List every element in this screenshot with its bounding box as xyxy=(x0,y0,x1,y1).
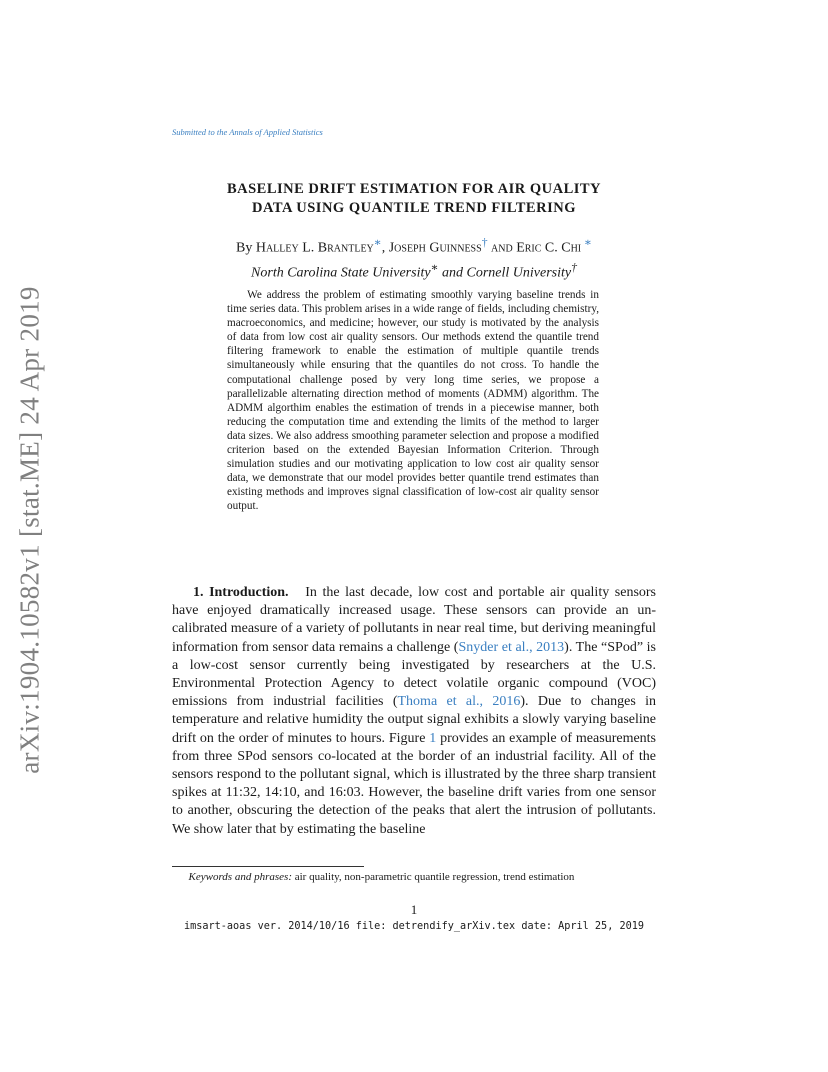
intro-text-1: In the last decade, low cost and portable air quality sensors have enjoyed dramatically increased usage. These sensors can provide an un-calibrated measure of a variety of pollutants in near real time, but deriving meaningful information from sensor data remains a challenge ( xyxy=(172,585,657,655)
footnote-keywords: air quality, non-parametric quantile regression, trend estimation xyxy=(291,871,575,883)
figure-reference[interactable]: 1 xyxy=(429,730,437,746)
paper-title xyxy=(172,180,656,218)
affiliation-cornell-mark: † xyxy=(571,261,577,274)
intro-text-3: ). Due to changes in temperature and relative humidity the output signal exhibits a slowly varying baseline drift on the order of minutes to hours. Figure xyxy=(172,694,657,746)
arxiv-stamp xyxy=(0,280,60,780)
footnote-label: Keywords and phrases: xyxy=(188,871,292,883)
affiliation-line xyxy=(172,260,656,282)
author-by: By xyxy=(236,240,253,256)
title-line-2: DATA USING QUANTILE TREND FILTERING xyxy=(252,200,576,216)
affiliation-ncsu: North Carolina State University xyxy=(251,265,431,281)
page-number: 1 xyxy=(410,902,418,917)
introduction-paragraph xyxy=(172,584,656,839)
author-guinness-mark[interactable]: † xyxy=(481,236,488,249)
author-chi: Eric C. Chi xyxy=(516,240,582,256)
author-guinness: Joseph Guinness xyxy=(388,240,482,256)
affiliation-cornell: Cornell University xyxy=(466,265,572,281)
intro-text-4: provides an example of measurements from three SPod sensors co-located at the border of an industrial facility. All of the sensors respond to the pollutant signal, which is illustrated by the three sharp transient spikes at 11:32, 14:10, and 16:03. However, the baseline drift varies from one sensor to another, obscuring the detection of the peaks that alert the intrusion of pollutants. We show later that by estimating the baseline xyxy=(172,730,657,837)
title-line-1: BASELINE DRIFT ESTIMATION FOR AIR QUALITY xyxy=(226,181,602,197)
affiliation-and: and xyxy=(438,265,467,281)
section-heading-introduction: 1. Introduction. xyxy=(193,585,289,600)
footnote xyxy=(172,870,656,884)
imsart-footer: imsart-aoas ver. 2014/10/16 file: detrendify_arXiv.tex date: April 25, 2019 xyxy=(183,921,644,932)
footnote-rule xyxy=(172,866,364,867)
arxiv-stamp-text: arXiv:1904.10582v1 [stat.ME] 24 Apr 2019 xyxy=(14,286,45,774)
submitted-header[interactable]: Submitted to the Annals of Applied Statistics xyxy=(172,127,323,137)
citation-thoma[interactable]: Thoma et al., 2016 xyxy=(397,694,521,710)
author-and: and xyxy=(487,240,517,256)
author-line xyxy=(172,235,656,257)
author-chi-mark[interactable]: ∗ xyxy=(581,236,592,249)
citation-snyder[interactable]: Snyder et al., 2013 xyxy=(458,639,565,655)
author-separator: , xyxy=(381,240,389,256)
abstract: We address the problem of estimating smoothly varying baseline trends in time series data. This problem arises in a wide range of fields, including chemistry, macroeconomics, and medicine; however, our study is motivated by the analysis of data from low cost air quality sensors. Our methods extend the quantile trend filtering framework to enable the estimation of multiple quantile trends simultaneously while ensuring that the quantiles do not cross. To handle the computational challenge posed by very long time series, we propose a parallelizable alternating direction method of moments (ADMM) algorithm. The ADMM algorthim enables the estimation of trends in a piecewise manner, both reducing the computation time and extending the limits of the method to larger data sizes. We also address smoothing parameter selection and propose a modified criterion based on the extended Bayesian Information Criterion. Through simulation studies and our motivating application to low cost air quality sensor data, we demonstrate that our model provides better quantile trend estimates than existing methods and improves signal classification of low-cost air quality sensor output. xyxy=(227,289,599,513)
intro-text-2: ). The “SPod” is a low-cost sensor currently being investigated by researchers at the U.S. Environmental Protection Agency to detect volatile organic compound (VOC) emissions from industrial facilities ( xyxy=(172,639,657,710)
affiliation-ncsu-mark: ∗ xyxy=(430,261,439,274)
author-brantley: Halley L. Brantley xyxy=(255,240,374,256)
author-brantley-mark[interactable]: ∗ xyxy=(373,236,382,249)
